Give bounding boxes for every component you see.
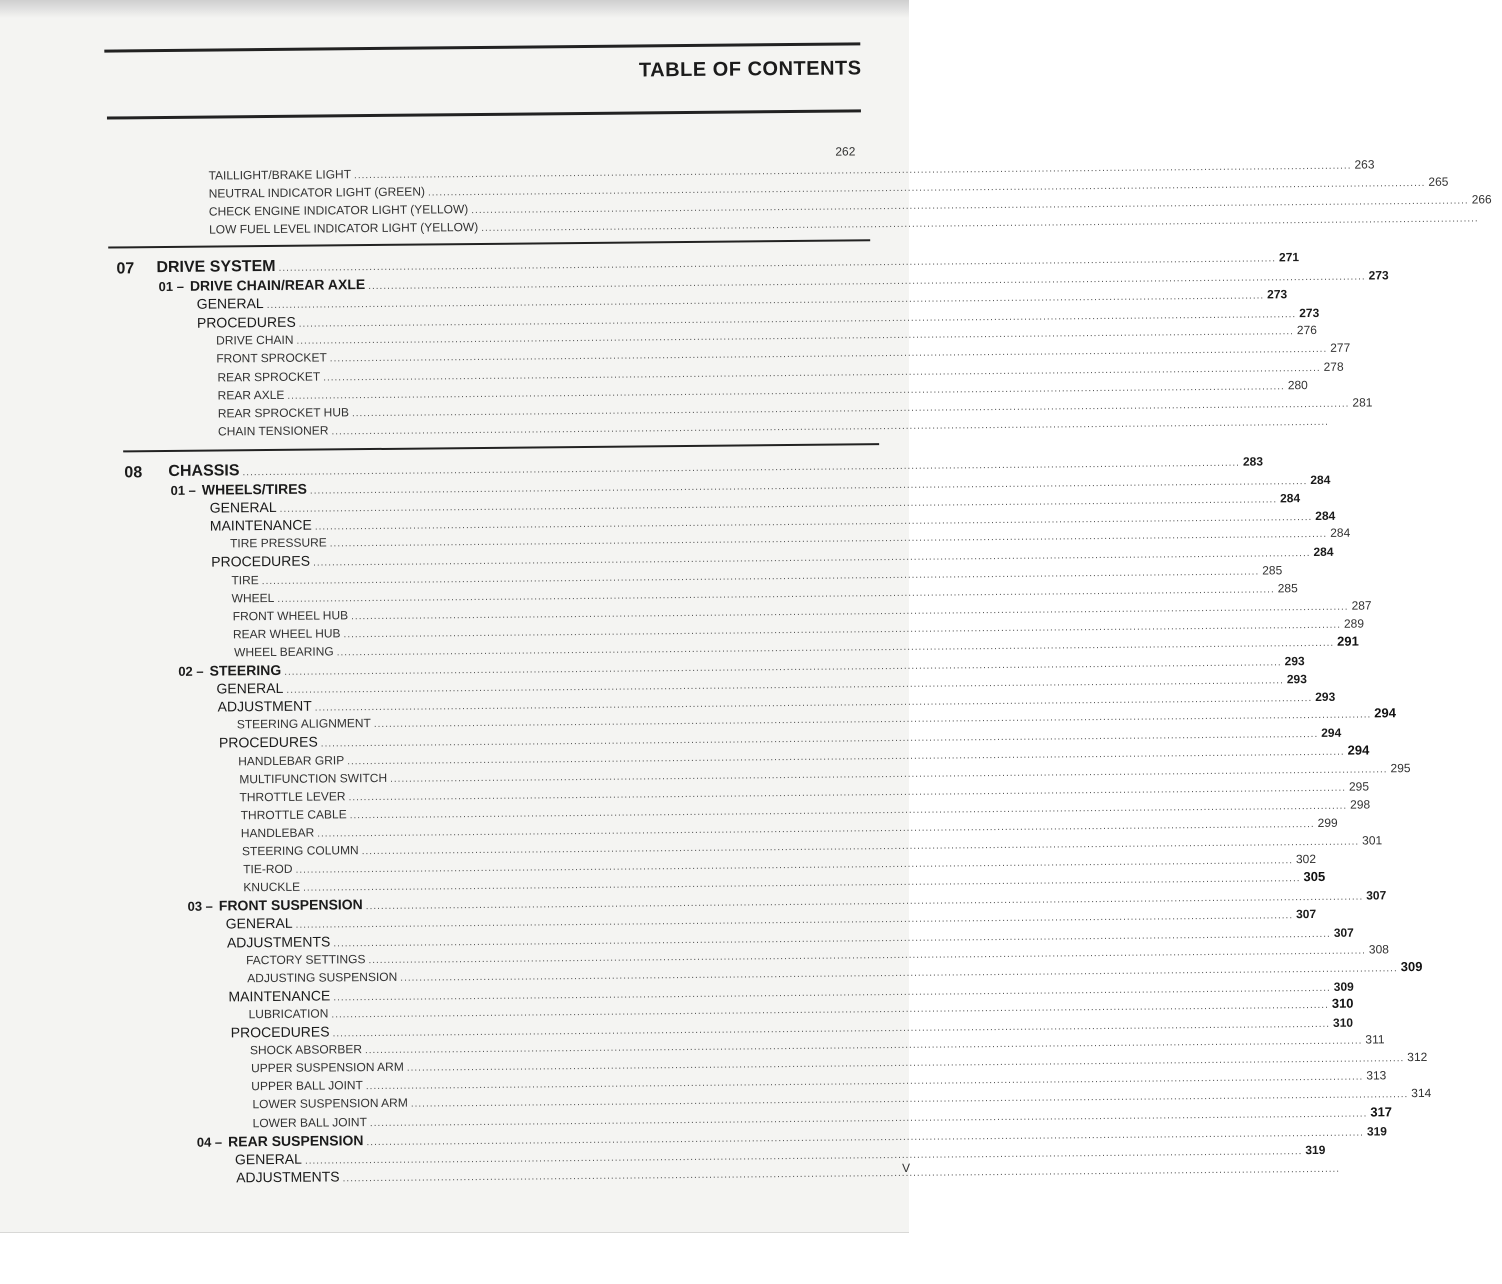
toc-entry-label: DRIVE CHAIN/REAR AXLE [189,276,366,294]
toc-entry-label: STEERING COLUMN [241,843,359,859]
toc-entry-label: UPPER BALL JOINT [251,1078,363,1094]
toc-entry-label: FACTORY SETTINGS [245,951,366,967]
toc-page-number: 284 [1310,472,1331,488]
toc-entry-label: CHECK ENGINE INDICATOR LIGHT (YELLOW) [208,202,469,219]
toc-entry-label: THROTTLE CABLE [240,807,347,823]
toc-page-number: 314 [1411,1086,1432,1101]
toc-page-number: 299 [1317,815,1338,830]
toc-entry-label: REAR AXLE [217,387,285,403]
toc-page-number: 262 [835,144,856,159]
toc-entry-label: NEUTRAL INDICATOR LIGHT (GREEN) [208,184,426,201]
toc-entry-label: GENERAL [225,915,293,932]
toc-page-number: 295 [1390,760,1411,775]
toc-subsection-number: 01 – [170,482,196,498]
toc-page-number: 319 [1366,1123,1388,1139]
toc-page-number: 273 [1368,268,1389,283]
toc-page-number: 308 [1368,941,1389,957]
toc-page-number: 285 [1262,562,1283,577]
toc-entry-label: ADJUSTMENTS [226,932,331,950]
toc-page-number: 273 [1299,305,1320,320]
toc-page-number: 309 [1333,979,1354,994]
toc-page-number: 319 [1305,1142,1326,1157]
toc-page-number: 311 [1365,1032,1385,1047]
toc-page-number: 283 [1242,454,1264,469]
toc-subsection-number: 02 – [178,663,204,679]
toc-entry-label: UPPER SUSPENSION ARM [251,1059,404,1076]
toc-entry-label: REAR SUSPENSION [228,1131,364,1150]
toc-entry-label: REAR SPROCKET [217,369,321,385]
toc-entry-label: GENERAL [216,679,284,697]
toc-entry-label: GENERAL [196,295,264,312]
header-bottom-rule [107,109,861,119]
toc-entry-label: ADJUSTMENTS [236,1168,340,1186]
toc-entry-label: LOWER BALL JOINT [252,1114,367,1130]
toc-page-number: 305 [1303,869,1326,885]
toc-page-number: 291 [1337,633,1359,649]
toc-page-number: 317 [1370,1103,1393,1119]
toc-page-number: 281 [1352,395,1373,410]
toc-entry-label: SHOCK ABSORBER [249,1042,363,1058]
toc-entry-label: FRONT SUSPENSION [218,896,363,914]
section-rule [108,239,870,248]
toc-entry-label: STEERING ALIGNMENT [236,716,371,732]
toc-entry-label: MAINTENANCE [228,987,331,1005]
page-number: V [902,1160,911,1175]
toc-page-number: 295 [1348,779,1370,794]
page-title: TABLE OF CONTENTS [638,57,862,82]
toc-page-number: 284 [1315,508,1336,524]
toc-entry-label: STEERING [209,661,282,679]
toc-page-number: 294 [1347,741,1370,758]
toc-page-number: 301 [1362,833,1383,848]
toc-page-number: 312 [1407,1050,1428,1065]
toc-entry-label: ADJUSTMENT [217,697,312,715]
toc-orphan-row [835,142,867,160]
toc-page-number: 284 [1313,545,1334,560]
toc-entry-label: CHAIN TENSIONER [217,423,329,439]
toc-entry-label: DRIVE CHAIN [216,332,294,348]
toc-page-number: 280 [1287,377,1308,393]
toc-entry-label: ADJUSTING SUSPENSION [247,969,398,985]
toc-page-number: 278 [1323,359,1344,374]
toc-page-number: 293 [1315,689,1336,705]
toc-subsection-number: 01 – [158,278,184,295]
toc-page-number: 276 [1296,322,1317,338]
chapter-number: 08 [124,464,143,482]
toc-entry-label: REAR WHEEL HUB [232,626,341,642]
toc-page-number: 298 [1350,797,1371,812]
toc-entry-label: WHEELS/TIRES [201,480,307,498]
toc-page-number: 307 [1366,888,1387,903]
chapter-number: 07 [116,260,135,278]
toc-page-number: 293 [1284,654,1305,669]
toc-page-number: 302 [1295,852,1317,867]
toc-entry-label: KNUCKLE [243,879,301,895]
toc-entry-label: REAR SPROCKET HUB [217,405,350,421]
toc-entry-label: PROCEDURES [230,1023,330,1041]
toc-chapter-title: CHASSIS [168,462,240,480]
toc-page-number: 309 [1400,958,1423,974]
toc-page-number: 307 [1296,907,1317,922]
toc-page-number: 266 [1471,192,1492,207]
toc-entry-label: TIRE PRESSURE [229,535,327,551]
toc-entry-label: WHEEL BEARING [234,644,334,660]
toc-page-number: 289 [1343,616,1365,631]
toc-page-number: 307 [1333,925,1354,940]
toc-entry-label: HANDLEBAR GRIP [238,752,345,768]
toc-page-number: 263 [1354,157,1375,172]
toc-entry-label: TIRE [231,572,259,587]
toc-page-number: 271 [1278,250,1300,265]
toc-chapter-title: DRIVE SYSTEM [156,257,276,277]
toc-entry-label: TIE-ROD [243,861,293,877]
toc-entry-label: PROCEDURES [218,733,318,751]
toc-page-number: 277 [1330,340,1351,356]
toc-entry-label: GENERAL [209,499,277,516]
toc-entry-label: MAINTENANCE [209,516,312,534]
toc-page-number: 293 [1286,672,1307,687]
toc-page-number: 284 [1330,525,1351,541]
toc-page-number: 287 [1351,598,1372,613]
toc-entry-label: PROCEDURES [196,313,296,331]
toc-page-number: 310 [1332,1015,1354,1030]
toc-entry-label: LUBRICATION [248,1006,329,1022]
toc-page-number: 294 [1321,726,1342,741]
toc-entry-label: WHEEL [231,590,275,605]
toc-page-number: 294 [1374,705,1397,721]
toc-subsection-number: 03 – [187,898,213,915]
toc-entry-label: THROTTLE LEVER [239,788,346,805]
toc-entry-label: MULTIFUNCTION SWITCH [239,770,388,786]
toc-entry-label: GENERAL [234,1150,302,1168]
toc-page-number: 313 [1366,1068,1387,1083]
section-rule [123,443,879,452]
toc-entry-label: FRONT WHEEL HUB [232,607,349,624]
header-top-rule [104,42,860,52]
toc-entry-label: HANDLEBAR [240,825,315,841]
toc-entry-label: TAILLIGHT/BRAKE LIGHT [208,167,352,183]
toc-page-number: 273 [1267,287,1288,302]
toc-page-number: 265 [1428,174,1449,189]
toc-entry-label: LOWER SUSPENSION ARM [252,1096,408,1112]
toc-entry-label: LOW FUEL LEVEL INDICATOR LIGHT (YELLOW) [208,219,479,237]
toc-entry-label: PROCEDURES [211,553,311,570]
toc-entry-label: FRONT SPROCKET [216,350,327,366]
toc-subsection-number: 04 – [196,1134,223,1150]
toc-page-number: 285 [1277,580,1298,595]
toc-page-number: 310 [1331,995,1354,1011]
toc-page-number: 284 [1280,491,1301,506]
